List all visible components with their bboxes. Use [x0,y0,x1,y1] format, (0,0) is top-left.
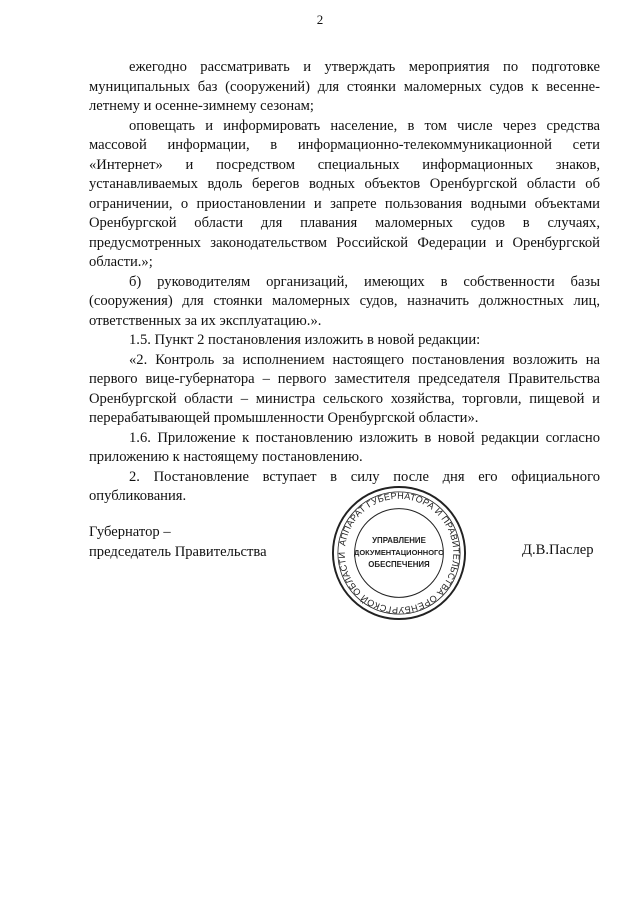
paragraph-item-1-6: 1.6. Приложение к постановлению изложить в новой редакции согласно приложению к настоящему постановлению. [89,429,600,465]
paragraph-item-1-5: 1.5. Пункт 2 постановления изложить в новой редакции: [129,332,481,348]
signatory-name: Д.В.Паслер [522,542,594,558]
seal-ring-text: АППАРАТ ГУБЕРНАТОРА И ПРАВИТЕЛЬСТВА ОРЕНБУРГСКОЙ ОБЛАСТИ [336,490,462,616]
seal-center-line3: ОБЕСПЕЧЕНИЯ [368,559,430,569]
page-number: 2 [316,12,324,27]
official-seal [330,484,468,622]
body-text [89,58,600,507]
paragraph-effective-date: 2. Постановление вступает в силу после дня его официального опубликования. [89,468,600,504]
seal-graphic [330,484,468,622]
signatory-title [89,522,267,562]
paragraph-notify-population: оповещать и информировать население, в том числе через средства массовой информации, в информационно-телекоммуникационной сети «Интернет» и посредством специальных информационных знаков, устанавливаемых вдоль берегов водных объектов Оренбургской области об ограничении, о приостановлении и запрете пользования водными объектами Оренбургской области для плавания маломерных судов в случаях, предусмотренных законодательством Российской Федерации и Оренбургской области.»; [89,117,600,270]
paragraph-control-clause: «2. Контроль за исполнением настоящего постановления возложить на первого вице-губернатора – первого заместителя председателя Правительства Оренбургской области – министра сельского хозяйства, торговли, пищевой и перерабатывающей промышленности Оренбургской области». [89,351,600,426]
signatory-title-line2: председатель Правительства [89,544,267,560]
seal-center-line2: ДОКУМЕНТАЦИОННОГО [354,547,444,557]
paragraph-municipal-bases: ежегодно рассматривать и утверждать мероприятия по подготовке муниципальных баз (сооружений) для стоянки маломерных судов к весенне-летнему и осенне-зимнему сезонам; [89,59,600,114]
seal-center-line1: УПРАВЛЕНИЕ [372,536,426,546]
signatory-title-line1: Губернатор – [89,524,171,540]
paragraph-organization-heads: б) руководителям организаций, имеющих в собственности базы (сооружения) для стоянки маломерных судов, назначить должностных лиц, ответственных за их эксплуатацию.». [89,273,600,329]
